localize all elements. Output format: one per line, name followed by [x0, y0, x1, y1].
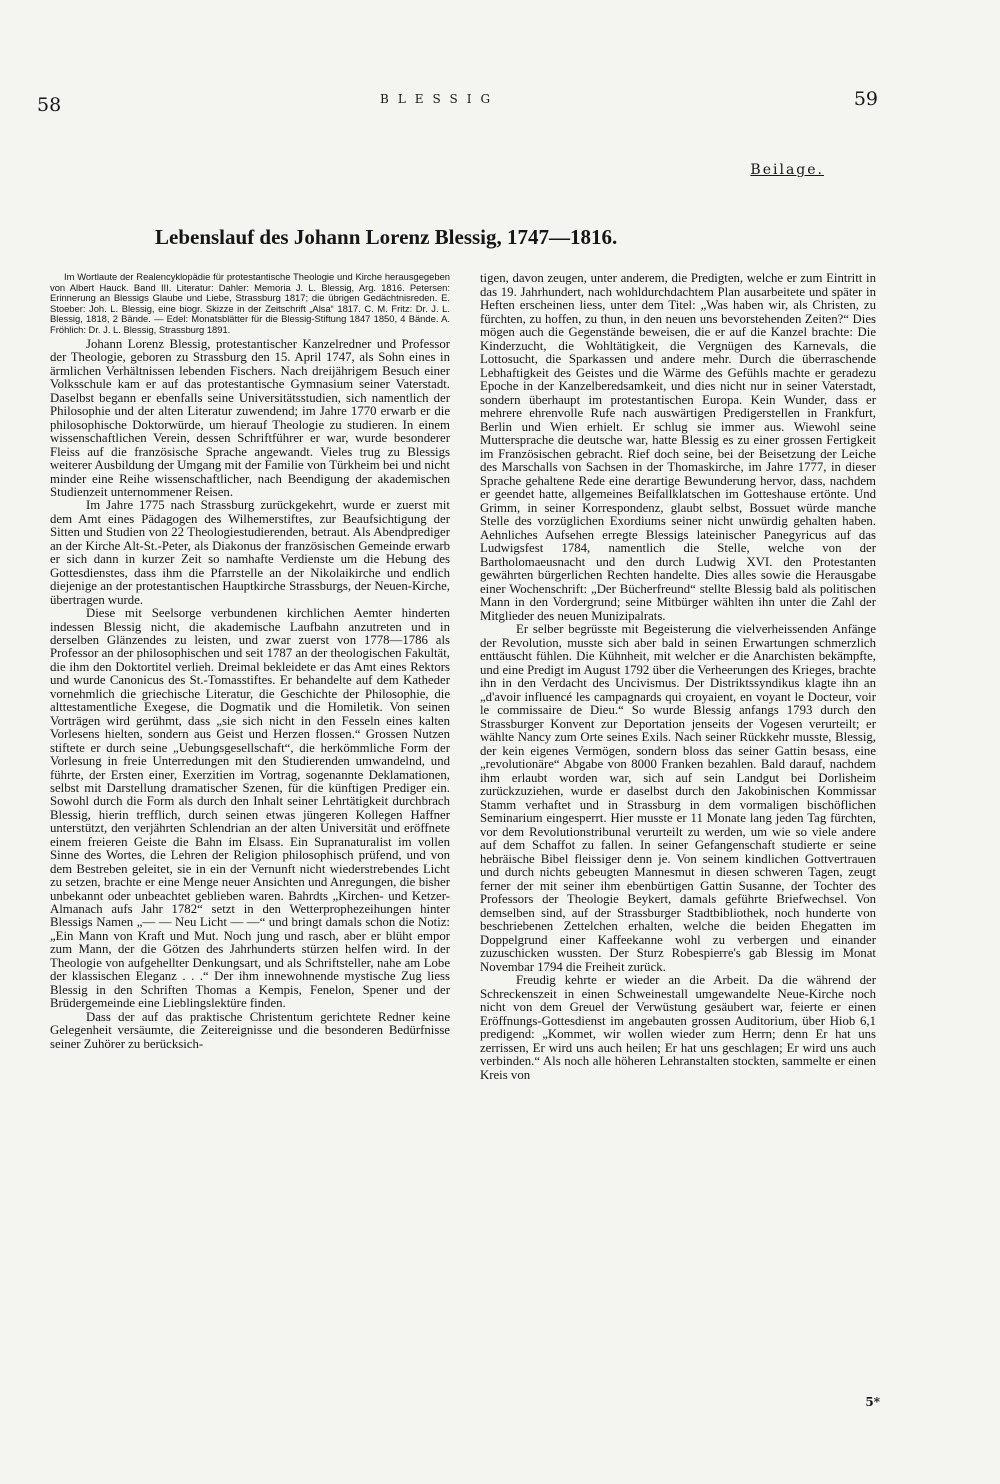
text-column-right	[480, 272, 876, 1082]
paragraph: Diese mit Seelsorge verbundenen kirchlichen Aemter hinderten indessen Blessig nicht, die akademische Laufbahn anzutreten und in derselben Glänzendes zu leisten, und zwar zuerst von 1778—1786 als Professor an der philosophischen und seit 1787 an der theologischen Fakultät, die ihm den Doktortitel verlieh. Dreimal bekleidete er das Amt eines Rektors und wurde Canonicus des St.-Tomasstiftes. Er behandelte auf dem Katheder vornehmlich die griechische Literatur, die Geschichte der Philosophie, die alttestamentliche Exegese, die Dogmatik und die Homiletik. Von seinen Vorträgen wird gerühmt, dass „sie sich nicht in den Fesseln eines kalten Vorlesens hielten, sondern aus Geist und Herzen flossen.“ Grossen Nutzen stiftete er durch seine „Uebungsgesellschaft“, die herkömmliche Form der Vorlesung in freie Unterredungen mit den Studierenden umwandelnd, und führte, der Ersten einer, Exerzitien im Vortrag, sogenannte Deklamationen, selbst mit Darstellung dramatischer Szenen, für die künftigen Prediger ein. Sowohl durch die Form als durch den Inhalt seiner Lehrtätigkeit durchbrach Blessig, hierin trefflich, durch seinen etwas jüngeren Kollegen Haffner unterstützt, den verjährten Schlendrian an der alten Universität und eröffnete einem freieren Geiste die Bahn im Elsass. Ein Supranaturalist im vollen Sinne des Wortes, die Lehren der Religion philosophisch prüfend, und von dem Bestreben geleitet, sie in ein der Vernunft nicht wiederstrebendes Licht zu setzen, brachte er eine Menge neuer Ansichten und Anregungen, die bisher unbekannt oder unbeachtet geblieben waren. Bahrdts „Kirchen- und Ketzer-Almanach aufs Jahr 1782“ setzt in den Wetterprophezeihungen hinter Blessigs Namen „— — Neu Licht — —“ und bringt damals schon die Notiz: „Ein Mann von Kraft und Mut. Noch jung und rasch, aber er blüht empor zum Mann, der die Götzen des Jahrhunderts stürzen helfen wird. In der Theologie von aufgehellter Denkungsart, und als Schriftsteller, nahe am Lobe der klassischen Eleganz . . .“ Der ihm innewohnende mystische Zug liess Blessig in den Schriften Thomas a Kempis, Fenelon, Spener und der Brüdergemeinde eine Lieblingslektüre finden.	[50, 606, 450, 1011]
paragraph: Er selber begrüsste mit Begeisterung die vielverheissenden Anfänge der Revolution, musste sich aber bald in seinen Erwartungen schmerzlich enttäuscht fühlen. Die Kühnheit, mit welcher er die Anarchisten bekämpfte, und eine Predigt im August 1792 über die Verheerungen des Krieges, brachte ihn in den Verdacht des Uncivismus. Der Distriktssyndikus klagte ihn an „d'avoir influencé les campagnards qui croyaient, en voyant le Docteur, voir le commissaire de Dieu.“ So wurde Blessig anfangs 1793 durch den Strassburger Konvent zur Deportation jenseits der Vogesen verurteilt; er wählte Nancy zum Orte seines Exils. Nach seiner Rückkehr musste, Blessig, der kein eigenes Vermögen, sondern bloss das seiner Gattin besass, eine „revolutionäre“ Abgabe von 8000 Franken bezahlen. Bald darauf, nachdem ihm erlaubt worden war, sich auf sein Landgut bei Dorlisheim zurückzuziehen, wurde er daselbst durch den Jakobinischen Kommissar Stamm verhaftet und in Strassburg in dem vormaligen bischöflichen Seminarium eingesperrt. Hier musste er 11 Monate lang jeden Tag fürchten, vor dem Revolutionstribunal verurteilt zu werden, um wie so viele andere auf dem Schaffot zu fallen. In seiner Gefangenschaft studierte er seine hebräische Bibel fleissiger denn je. Von seinem kindlichen Gottvertrauen und durch nichts gebeugten Mannesmut in diesen schweren Tagen, zeugt ferner der mit seiner ihm ebenbürtigen Gattin Susanne, der Tochter des Professors der Theologie Beykert, damals geführte Briefwechsel. Von demselben sind, auf der Strassburger Stadtbibliothek, noch hunderte von beschriebenen Zettelchen erhalten, welche die beiden Ehegatten im Doppelgrund einer Kaffeekanne wohl zu verbergen und einander zuzuschicken wussten. Der Sturz Robespierre's gab Blessig im Monat Novembar 1794 die Freiheit zurück.	[480, 622, 876, 974]
sheet-signature-mark: 5*	[865, 1395, 880, 1409]
page-number-right: 59	[853, 88, 878, 110]
paragraph: Dass der auf das praktische Christentum gerichtete Redner keine Gelegenheit versäumte, die Zeitereignisse und die besonderen Bedürfnisse seiner Zuhörer zu berücksich-	[50, 1009, 450, 1051]
page-number-left: 58	[37, 94, 62, 116]
paragraph: Johann Lorenz Blessig, protestantischer Kanzelredner und Professor der Theologie, geboren zu Strassburg den 15. April 1747, als Sohn eines in ärmlichen Verhältnissen lebenden Fischers. Nach dreijährigem Besuch einer Volksschule kam er auf das protestantische Gymnasium seiner Vaterstadt. Daselbst begann er ebenfalls seine Universitätsstudien, sich namentlich der Philosophie und der alten Literatur zuwendend; im Jahre 1770 erwarb er die philosophische Doktorwürde, um hierauf Theologie zu studieren. In einem wissenschaftlichen Verein, dessen Schriftführer er war, wurde besonderer Fleiss auf die französische Sprache angewandt. Vieles trug zu Blessigs weiterer Ausbildung der Umgang mit der Familie von Türkheim bei und nicht minder eine Reihe wissenschaftlicher, nach Beendigung der akademischen Studienzeit unternommener Reisen.	[50, 337, 450, 499]
paragraph: Freudig kehrte er wieder an die Arbeit. Da die während der Schreckenszeit in einen Schweinestall umgewandelte Neue-Kirche noch nicht von dem Greuel der Verwüstung gesäubert war, feierte er einen Eröffnungs-Gottesdienst im angebauten grossen Auditorium, über Hiob 6,1 predigend: „Kommet, wir wollen wieder zum Herrn; denn Er hat uns zerrissen, Er wird uns auch heilen; Er hat uns geschlagen; Er wird uns auch verbinden.“ Als noch alle höheren Lehranstalten stockten, sammelte er einen Kreis von	[480, 973, 876, 1082]
paragraph: tigen, davon zeugen, unter anderem, die Predigten, welche er zum Eintritt in das 19. Jahrhundert, nach wohldurchdachtem Plan ausarbeitete und später in Heften erscheinen liess, unter dem Titel: „Was haben wir, als Christen, zu fürchten, zu hoffen, zu thun, in den neuen uns bevorstehenden Zeiten?“ Dies mögen auch die Gegenstände beweisen, die er auf die Kanzel brachte: Die Kinderzucht, die Wohltätigkeit, die Vergnügen des Karnevals, die Lottosucht, die Sparkassen und andere mehr. Durch die überraschende Lebhaftigkeit des Geistes und die Wärme des Gefühls machte er geradezu Epoche in der Kanzelberedsamkeit, und dies nicht nur in seiner Vaterstadt, sondern überhaupt im protestantischen Europa. Kein Wunder, dass er mehrere ehrenvolle Rufe nach auswärtigen Predigerstellen in Frankfurt, Berlin und Wien erhielt. Er schlug sie immer aus. Wiewohl seine Muttersprache die deutsche war, hatte Blessig es zu einer grossen Fertigkeit im Französischen gebracht. Rief doch seine, bei der Beisetzung der Leiche des Marschalls von Sachsen in der Thomaskirche, im Jahre 1777, in dieser Sprache gehaltene Rede eine derartige Bewunderung hervor, dass, nachdem er geendet hatte, allgemeines Beifallklatschen im Gotteshause ertönte. Und Grimm, in seiner Korrespondenz, glaubt selbst, Bossuet würde manche Stelle des vorzüglichen Exordiums seiner nicht unwürdig gehalten haben. Aehnliches Aufsehen erregte Blessigs lateinischer Panegyricus auf das Ludwigsfest 1784, namentlich die Stelle, welche von der Bartholomaeusnacht und den durch Ludwig XVI. den Protestanten gewährten bürgerlichen Rechten handelte. Dies alles sowie die Herausgabe einer Wochenschrift: „Der Bücherfreund“ stellte Blessig bald als politischen Mann in den Vordergrund; seine Mitbürger wählten ihn unter die Zahl der Mitglieder des neuen Munizipalrats.	[480, 271, 876, 623]
document-title: Lebenslauf des Johann Lorenz Blessig, 1747—1816.	[155, 225, 618, 249]
text-column-left	[50, 272, 450, 1051]
sources-note: Im Wortlaute der Realencyklopädie für protestantische Theologie und Kirche herausgegeben von Albert Hauck. Band III. Literatur: Dahler: Memoria J. L. Blessig, Arg. 1816. Petersen: Erinnerung an Blessigs Glaube und Liebe, Strassburg 1817; die übrigen Gedächtnisreden. E. Stoeber: Joh. L. Blessig, eine biogr. Skizze in der Zeitschrift „Alsa“ 1817. C. M. Fritz: Dr. J. L. Blessig, 1818, 2 Bände. — Edel: Monatsblätter für die Blessig-Stiftung 1847 1850, 4 Bände. A. Fröhlich: Dr. J. L. Blessig, Strassburg 1891.	[50, 271, 450, 335]
supplement-label: Beilage.	[750, 162, 824, 178]
running-title: BLESSIG	[380, 92, 500, 106]
paragraph: Im Jahre 1775 nach Strassburg zurückgekehrt, wurde er zuerst mit dem Amt eines Pädagogen des Wilhemerstiftes, zur Beaufsichtigung der Sitten und Studien von 22 Theologiestudierenden, betraut. Als Abendprediger an der Kirche Alt-St.-Peter, als Diakonus der französischen Gemeinde erwarb er sich dann in kurzer Zeit so namhafte Verdienste um die Hebung des Gottesdienstes, dass ihm die Pfarrstelle an der Nikolaikirche und endlich diejenige an der protestantischen Hauptkirche Strassburgs, der Neuen-Kirche, übertragen wurde.	[50, 498, 450, 607]
